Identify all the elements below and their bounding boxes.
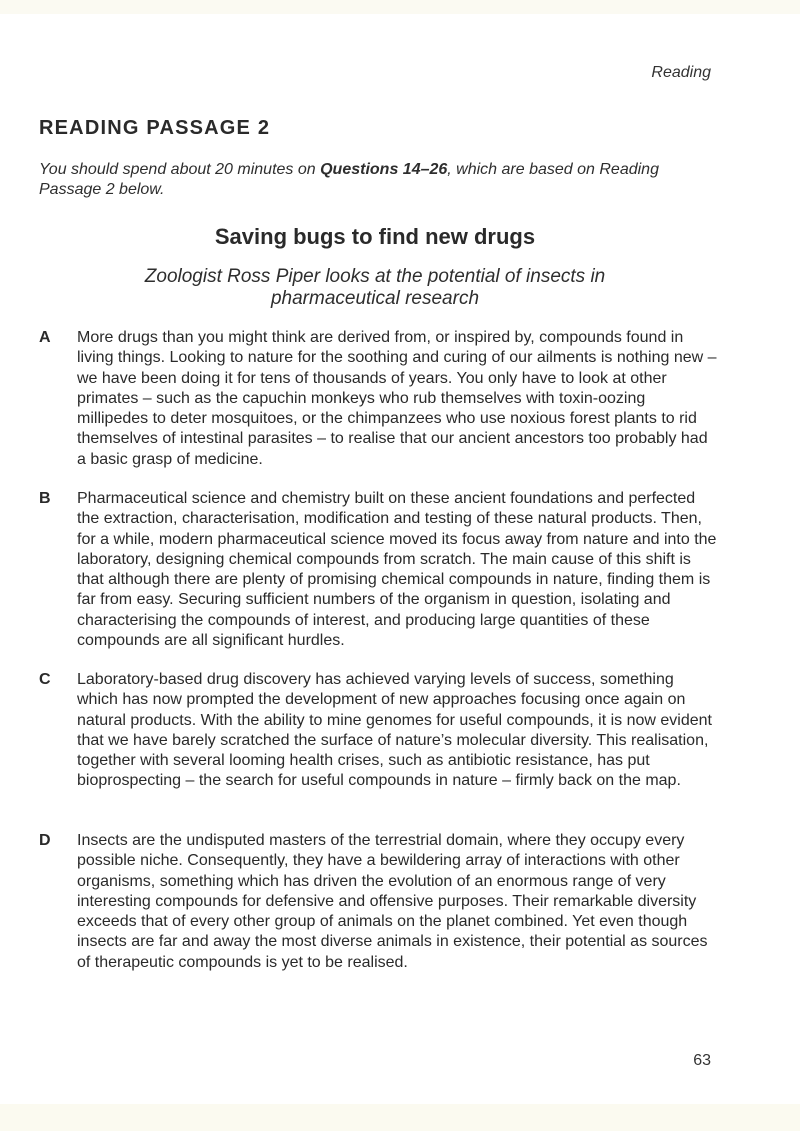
paragraph-a [39, 328, 719, 470]
section-title: READING PASSAGE 2 [39, 117, 271, 139]
paragraph-letter: C [39, 671, 51, 688]
scan-edge-top [0, 0, 800, 14]
paragraph-d [39, 831, 719, 973]
paragraph-text: More drugs than you might think are derived from, or inspired by, compounds found in living things. Looking to nature for the soothing and curing of our ailments is nothing new – we have been doing it for tens of thousands of years. You only have to look at other primates – such as the capuchin monkeys who rub themselves with toxin-oozing millipedes to deter mosquitoes, or the chimpanzees who use noxious forest plants to rid themselves of intestinal parasites – to realise that our ancient ancestors too probably had a basic grasp of medicine. [77, 329, 717, 468]
paragraph-letter: A [39, 329, 51, 346]
paragraph-text: Laboratory-based drug discovery has achieved varying levels of success, something which has now prompted the development of new approaches focusing once again on natural products. With the ability to mine genomes for useful compounds, it is now evident that we have barely scratched the surface of nature’s molecular diversity. This realisation, together with several looming health crises, such as antibiotic resistance, has put bioprospecting – the search for useful compounds in nature – firmly back on the map. [77, 671, 712, 790]
running-header: Reading [651, 64, 711, 81]
passage-title: Saving bugs to find new drugs [214, 224, 536, 249]
paragraph-c [39, 670, 719, 792]
instructions [39, 160, 719, 200]
paragraph-text: Pharmaceutical science and chemistry built on these ancient foundations and perfected the extraction, characterisation, modification and testing of these natural products. Then, for a while, modern pharmaceutical science moved its focus away from nature and into the laboratory, designing chemical compounds from scratch. The main cause of this shift is that although there are plenty of promising chemical compounds in nature, finding them is far from easy. Securing sufficient numbers of the organism in question, isolating and characterising the compounds of interest, and producing large quantities of these compounds are all significant hurdles. [77, 490, 717, 650]
paragraph-letter: B [39, 490, 51, 507]
paragraph-b [39, 489, 719, 651]
instructions-lead: You should spend about 20 minutes on [39, 161, 321, 178]
passage-subtitle: Zoologist Ross Piper looks at the potential of insects in pharmaceutical research [144, 266, 606, 309]
instructions-questions: Questions 14–26 [320, 161, 448, 178]
paragraph-text: Insects are the undisputed masters of the terrestrial domain, where they occupy every possible niche. Consequently, they have a bewildering array of interactions with other organisms, something which has driven the evolution of an enormous range of very interesting compounds for defensive and offensive purposes. Their remarkable diversity exceeds that of every other group of animals on the planet combined. Yet even though insects are far and away the most diverse animals in existence, their potential as sources of therapeutic compounds is yet to be realised. [77, 832, 708, 971]
scan-edge-bottom [0, 1104, 800, 1131]
page-number: 63 [693, 1052, 711, 1069]
instructions-tail: , which are based on Reading Passage 2 below. [39, 161, 659, 198]
paragraph-letter: D [39, 832, 51, 849]
